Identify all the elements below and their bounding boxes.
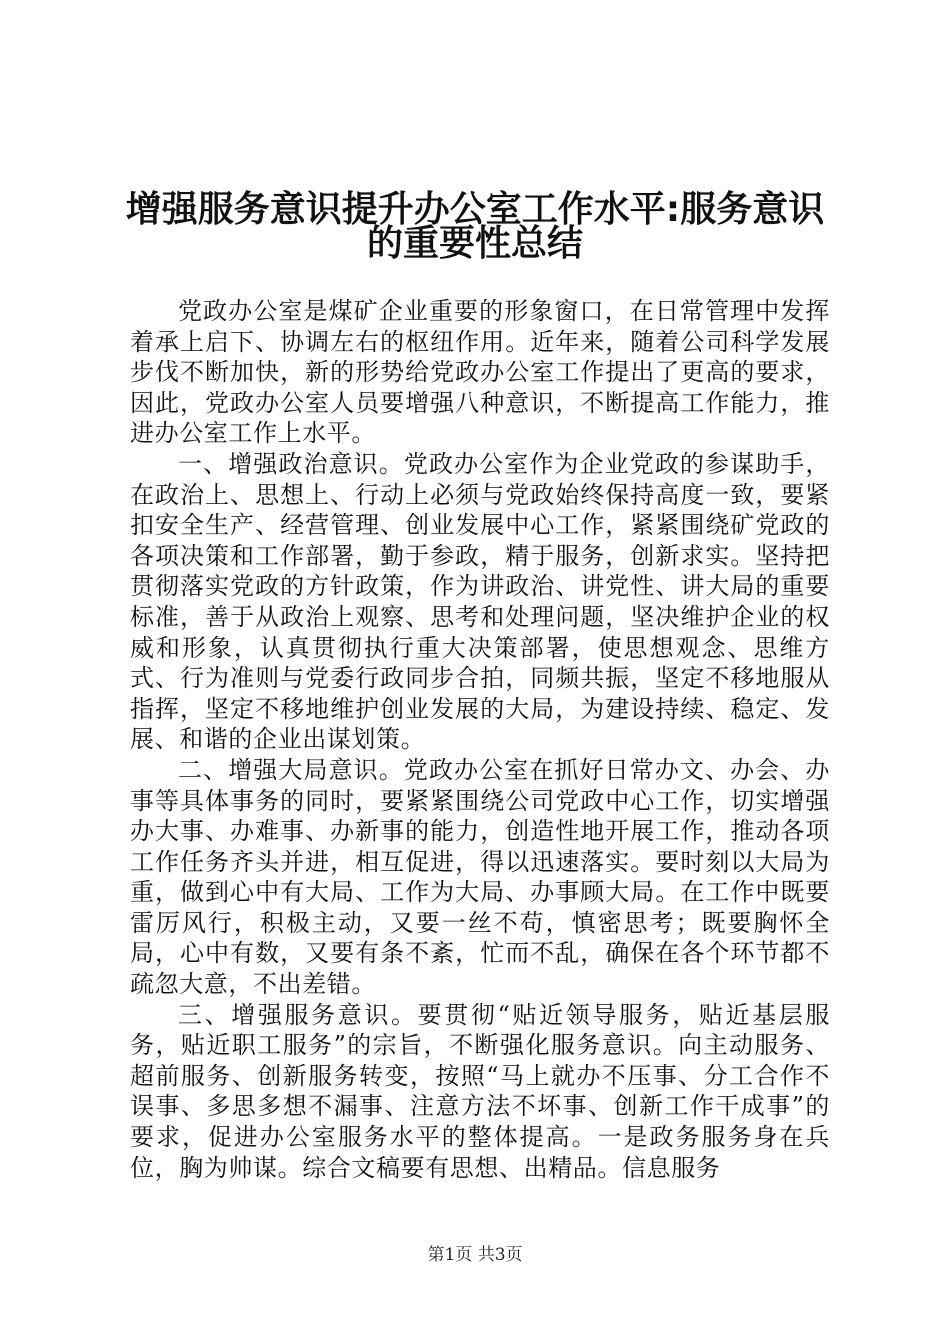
document-title-line-2: 的重要性总结 — [366, 223, 583, 264]
page-footer: 第1页 共3页 — [427, 1245, 523, 1265]
paragraph-intro: 党政办公室是煤矿企业重要的形象窗口，在日常管理中发挥着承上启下、协调左右的枢纽作用。近年来，随着公司科学发展步伐不断加快，新的形势给党政办公室工作提出了更高的要求，因此，党政办公室人员要增强八种意识，不断提高工作能力，推进办公室工作上水平。 — [130, 297, 830, 448]
paragraph-service-awareness: 三、增强服务意识。要贯彻“贴近领导服务，贴近基层服务，贴近职工服务”的宗旨，不断强化服务意识。向主动服务、超前服务、创新服务转变，按照“马上就办不压事、分工合作不误事、多思多想不漏事、注意方法不坏事、创新工作干成事”的要求，促进办公室服务水平的整体提高。一是政务服务身在兵位，胸为帅谋。综合文稿要有思想、出精品。信息服务 — [130, 1000, 830, 1182]
paragraph-political-awareness: 一、增强政治意识。党政办公室作为企业党政的参谋助手，在政治上、思想上、行动上必须与党政始终保持高度一致，要紧扣安全生产、经营管理、创业发展中心工作，紧紧围绕矿党政的各项决策和工作部署，勤于参政，精于服务，创新求实。坚持把贯彻落实党政的方针政策，作为讲政治、讲党性、讲大局的重要标准，善于从政治上观察、思考和处理问题，坚决维护企业的权威和形象，认真贯彻执行重大决策部署，使思想观念、思维方式、行为准则与党委行政同步合拍，同频共振，坚定不移地服从指挥，坚定不移地维护创业发展的大局，为建设持续、稳定、发展、和谐的企业出谋划策。 — [130, 449, 830, 754]
paragraph-overall-awareness: 二、增强大局意识。党政办公室在抓好日常办文、办会、办事等具体事务的同时，要紧紧围绕公司党政中心工作，切实增强办大事、办难事、办新事的能力，创造性地开展工作，推动各项工作任务齐头并进，相互促进，得以迅速落实。要时刻以大局为重，做到心中有大局、工作为大局、办事顾大局。在工作中既要雷厉风行，积极主动，又要一丝不苟，慎密思考；既要胸怀全局，心中有数，又要有条不紊，忙而不乱，确保在各个环节都不疏忽大意，不出差错。 — [130, 755, 830, 999]
document-title-line-1: 增强服务意识提升办公室工作水平:服务意识 — [125, 189, 825, 230]
document-body — [130, 296, 830, 1183]
